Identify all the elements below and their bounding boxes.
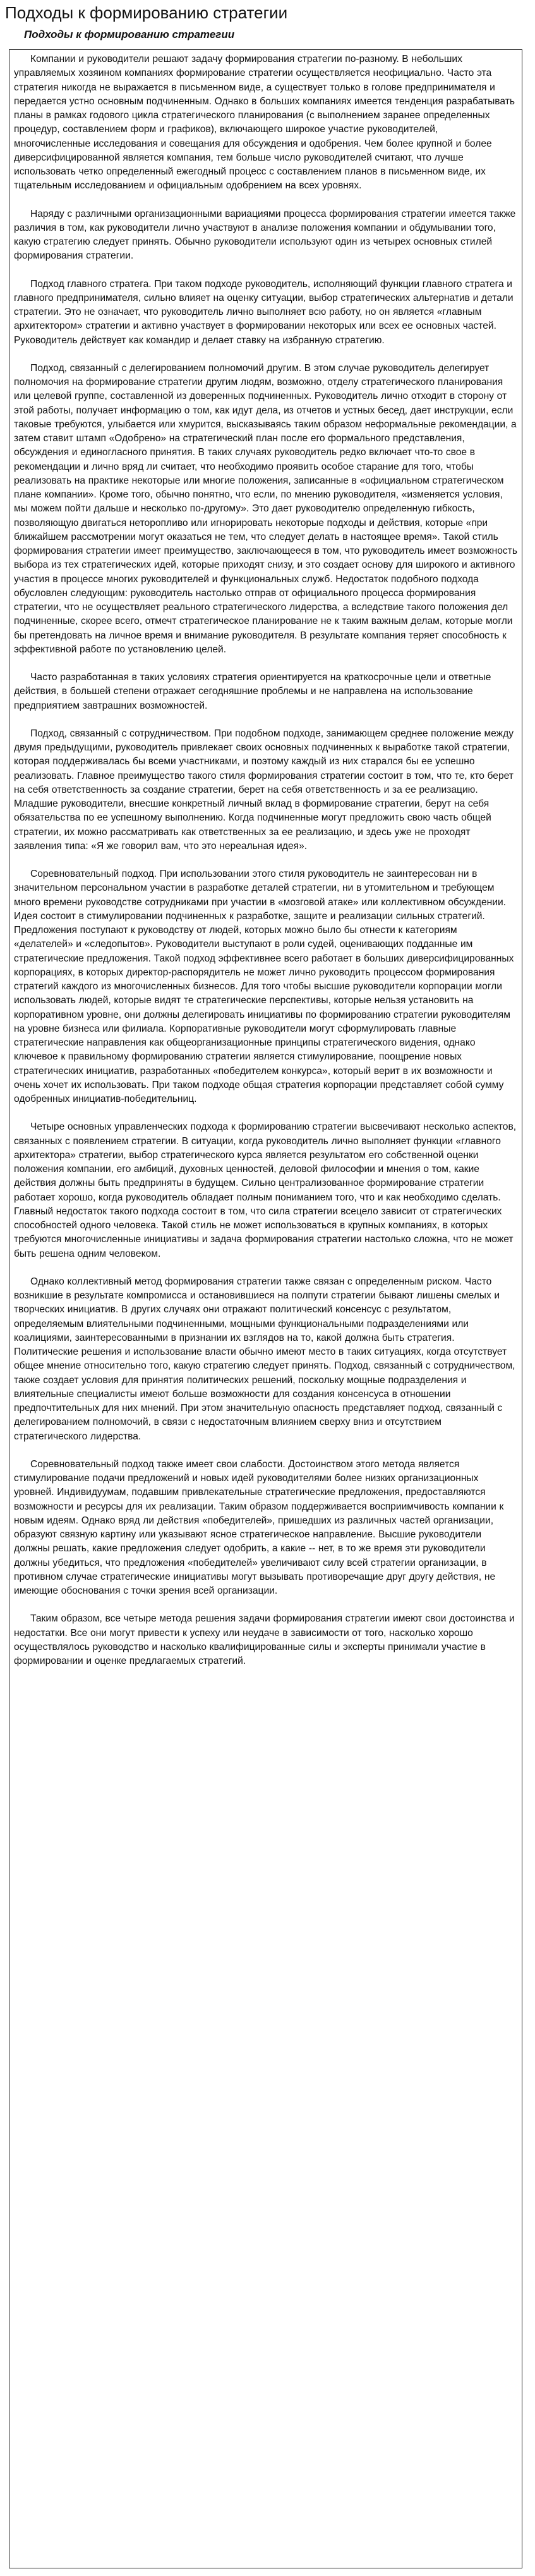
paragraph-four-approaches: Четыре основных управленческих подхода к формированию стратегии высвечивают несколько аспектов, связанных с появлением стратегии. В ситуации, когда руководитель лично выполняет функции «главного архитектора» стратегии, выбор стратегического курса является результатом его собственной оценки положения компании, его амбиций, духовных ценностей, деловой философии и мнения о том, какие действия должны быть предприняты в будущем. Сильно централизованное формирование стратегии работает хорошо, когда руководитель обладает полным пониманием того, что и как необходимо сделать. Главный недостаток такого подхода состоит в том, что сила стратегии всецело зависит от стратегических способностей одного человека. Такой стиль не может использоваться в крупных компаниях, в которых требуются многочисленные инициативы и задача формирования стратегии настолько сложна, что не может быть решена одним человеком. <box>14 1121 517 1259</box>
paragraph-collaboration: Подход, связанный с сотрудничеством. При подобном подходе, занимающем среднее положение между двумя предыдущими, руководитель привлекает своих основных подчиненных к выработке такой стратегии, которая поддерживалась бы всеми участниками, и поэтому каждый из них старался бы ее успешно реализовать. Главное преимущество такого стиля формирования стратегии состоит в том, что те, кто берет на себя ответственность за создание стратегии, берет на себя ответственность и за ее реализацию. Младшие руководители, внесшие конкретный личный вклад в формирование стратегии, берут на себя обязательства по ее успешному выполнению. Когда подчиненные могут предложить свою часть общей стратегии, их можно рассматривать как ответственных за ее реализацию, и здесь уже не проходят заявления типа: «Я же говорил вам, что это нереальная идея». <box>14 728 514 852</box>
paragraph-intro: Компании и руководители решают задачу формирования стратегии по-разному. В небольших управляемых хозяином компаниях формирование стратегии осуществляется неофициально. Часто эта стратегия никогда не выражается в письменном виде, а существует только в голове предпринимателя и передается устно основным подчиненным. Однако в больших компаниях имеется тенденция разрабатывать планы в рамках годового цикла стратегического планирования (с выполнением заранее определенных процедур, составлением форм и графиков), включающего широкое участие руководителей, многочисленные исследования и совещания для обсуждения и одобрения. Чем более крупной и более диверсифицированной является компания, тем больше число руководителей считают, что лучше использовать четко определенный ежегодный процесс с составлением планов в письменном виде, их тщательным исследованием и официальным одобрением на всех уровнях. <box>14 54 515 192</box>
paragraph-conclusion: Таким образом, все четыре метода решения задачи формирования стратегии имеют свои достоинства и недостатки. Все они могут привести к успеху или неудаче в зависимости от того, насколько хорошо осуществлялось руководство и насколько квалифицированные силы и эксперты принимали участие в формировании и оценке предлагаемых стратегий. <box>14 1613 515 1666</box>
paragraph-competitive: Соревновательный подход. При использовании этого стиля руководитель не заинтересован ни в значительном персональном участии в разработке деталей стратегии, ни в утомительном и требующем много времени руководстве сотрудниками при участии в «мозговой атаке» или коллективном обсуждении. Идея состоит в стимулировании подчиненных к разработке, защите и реализации сильных стратегий. Предложения поступают к руководству от людей, которых можно было бы отнести к категориям «делателей» и «следопытов». Руководители выступают в роли судей, оценивающих подданные им стратегические предложения. Такой подход эффективнее всего работает в больших диверсифицированных корпорациях, в которых директор-распорядитель не может лично руководить процессом формирования стратегий каждого из многочисленных бизнесов. Для того чтобы высшие руководители корпорации могли использовать людей, которые видят те стратегические перспективы, которые нельзя установить на корпоративном уровне, они должны делегировать инициативы по формированию стратегии руководителям на уровне бизнеса или филиала. Корпоративные руководители могут сформулировать главные стратегические направления как общеорганизационные принципы стратегического видения, однако ключевое к правильному формированию стратегии является стимулирование, поощрение новых стратегических инициатив, разработанных «победителем конкурса», который верит в их возможности и очень хочет их использовать. При таком подходе общая стратегия корпорации представляет собой сумму одобренных инициатив-победительниц. <box>14 869 514 1104</box>
article-subtitle: Подходы к формированию стратегии <box>24 28 235 40</box>
page-title: Подходы к формированию стратегии <box>5 3 288 22</box>
article-body <box>9 49 522 2568</box>
paragraph-delegation: Подход, связанный с делегированием полномочий другим. В этом случае руководитель делегирует полномочия на формирование стратегии другим людям, возможно, отделу стратегического планирования или целевой группе, составленной из доверенных подчиненных. Руководитель лично отходит в сторону от этой работы, получает информацию о том, как идут дела, из отчетов и устных бесед, дает инструкции, если таковые требуются, улыбается или хмурится, высказываясь таким образом неформальные рекомендации, а затем ставит штамп «Одобрено» на стратегический план после его формального представления, обсуждения и единогласного принятия. В таких случаях руководитель редко включает что-то свое в рекомендации и лично вряд ли считает, что необходимо проявить особое старание для того, чтобы реализовать на практике некоторые или многие положения, записанные в «официальном стратегическом плане компании». Кроме того, обычно понятно, что если, по мнению руководителя, «изменяется условия, мы можем пойти дальше и несколько по-другому». Это дает руководителю определенную гибкость, позволяющую двигаться неторопливо или игнорировать некоторые подходы и действия, которые «при ближайшем рассмотрении могут оказаться не тем, что следует делать в настоящее время». Такой стиль формирования стратегии имеет преимущество, заключающееся в том, что руководитель имеет возможность выбора из тех стратегических идей, которые приходят снизу, и это создает основу для широкого и активного участия в процессе многих руководителей и функциональных служб. Недостаток подобного подхода обусловлен следующим: руководитель настолько отправ от официального процесса формирования стратегии, что не осуществляет реального стратегического лидерства, а вследствие такого положения дел подчиненные, скорее всего, отмечт стратегическое планирование не к таким важным делам, которые могли бы претендовать на личное время и внимание руководителя. В результате компания теряет способность к эффективной работе по установлению целей. <box>14 362 517 655</box>
paragraph-short-term: Часто разработанная в таких условиях стратегия ориентируется на краткосрочные цели и ответные действия, в большей степени отражает сегодняшние проблемы и не направлена на использование предприятием завтрашних возможностей. <box>14 672 491 711</box>
paragraph-styles-overview: Наряду с различными организационными вариациями процесса формирования стратегии имеется также различия в том, как руководители лично участвуют в анализе положения компании и обдумывании того, какую стратегию следует принять. Обычно руководители используют один из четырех основных стилей формирования стратегии. <box>14 208 516 262</box>
paragraph-collective-risk: Однако коллективный метод формирования стратегии также связан с определенным риском. Часто возникшие в результате компромисса и остановившиеся на полпути стратегии бывают лишены смелых и творческих инициатив. В других случаях они отражают политический консенсус с результатом, определяемым влиятельными подчиненными, мощными функциональными подразделениями или коалициями, заинтересованными в признании их взглядов на то, какой должна быть стратегия. Политические решения и использование власти обычно имеют место в таких ситуациях, когда отсутствует общее мнение относительно того, какую стратегию следует принять. Подход, связанный с сотрудничеством, также создает условия для принятия политических решений, поскольку мощные подразделения и влиятельные специалисты имеют больше возможности для создания консенсуса в отношении предпочтительных для них мнений. При этом значительную опасность представляет подход, связанный с делегированием полномочий, в связи с недостаточным влиянием сверху вниз и отсутствием стратегического лидерства. <box>14 1276 515 1442</box>
paragraph-chief-strategist: Подход главного стратега. При таком подходе руководитель, исполняющий функции главного стратега и главного предпринимателя, сильно влияет на оценку ситуации, выбор стратегических альтернатив и детали стратегии. Это не означает, что руководитель лично выполняет всю работу, но он является «главным архитектором» стратегии и активно участвует в формировании некоторых или всех ее основных частей. Руководитель действует как командир и делает ставку на избранную стратегию. <box>14 278 514 346</box>
paragraph-competitive-weakness: Соревновательный подход также имеет свои слабости. Достоинством этого метода является стимулирование подачи предложений и новых идей руководителями более низких организационных уровней. Индивидуумам, подавшим привлекательные стратегические предложения, предоставляются возможности и ресурсы для их реализации. Таким образом поддерживается восприимчивость компании к новым идеям. Однако вряд ли действия «победителей», пришедших из различных частей организации, образуют связную картину или указывают ясное стратегическое направление. Высшие руководители должны решать, какие предложения следует одобрить, а какие -- нет, в то же время эти руководители должны убедиться, что предложения «победителей» увеличивают силу всей стратегии организации, в противном случае стратегические инициативы могут вызывать противоречащие друг другу действия, не имеющие обоснования с точки зрения всей организации. <box>14 1458 504 1596</box>
